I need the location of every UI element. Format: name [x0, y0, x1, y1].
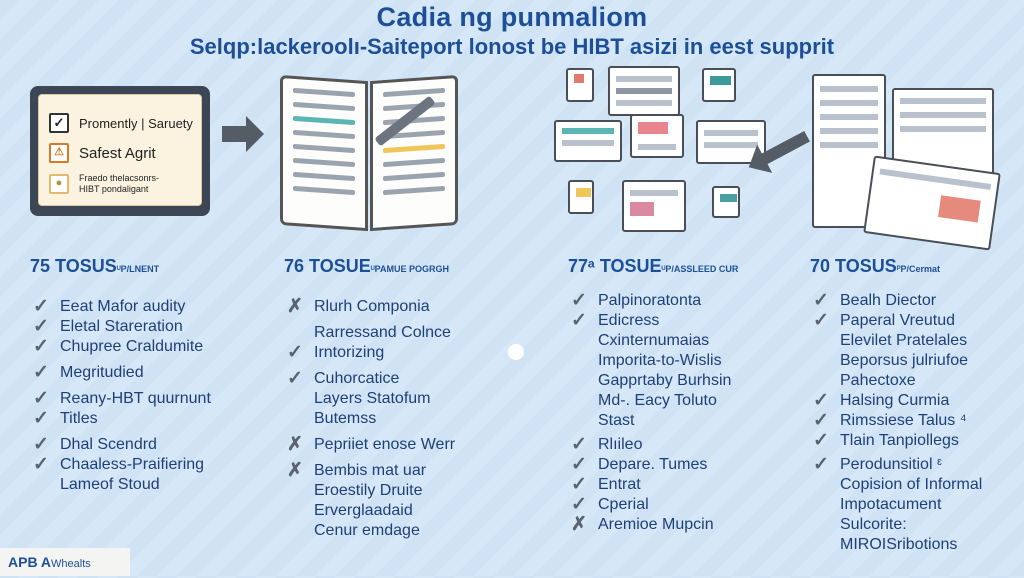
- card-line-3a: Fraedo thelacsonrs-: [79, 173, 160, 183]
- list-item: Beporsus julriufoe: [840, 352, 969, 369]
- cross-icon: ✗: [287, 460, 303, 481]
- list-item: Cenur emdage: [314, 522, 420, 539]
- list-item: ✓ Edicress: [568, 311, 738, 331]
- check-icon: ✓: [813, 430, 829, 451]
- check-icon: ✓: [813, 310, 829, 331]
- document-icon: [568, 180, 594, 214]
- card-line-2-text: Safest Agrit: [79, 144, 156, 162]
- list-item: ✓ Halsing Curmia: [810, 391, 982, 411]
- book-right-page: [370, 75, 458, 231]
- list-item: ✓ Bealh Diector: [810, 291, 982, 311]
- checklist-card: [30, 86, 210, 216]
- column-4: [810, 256, 982, 555]
- column-2-heading: 76 TOSUEᵁPAMUE POGRGH: [284, 256, 449, 276]
- list-item: ✗ Rlurh Componia: [284, 297, 455, 317]
- document-icon: [863, 155, 1001, 250]
- cross-icon: ✗: [287, 296, 303, 317]
- check-icon: ✓: [33, 362, 49, 383]
- list-item: Impotacument: [840, 496, 942, 513]
- check-icon: ✓: [813, 290, 829, 311]
- check-icon: ✓: [571, 474, 587, 495]
- list-item: ✓ Reany-HBT quurnunt: [30, 389, 211, 409]
- warning-icon: ⚠: [49, 143, 69, 163]
- list-item: Layers Statofum: [314, 390, 431, 407]
- list-item: ✓ Eeat Mafor audity: [30, 297, 211, 317]
- list-item: ✓ Tlain Tanpiollegs: [810, 431, 982, 451]
- pointer-dot: [508, 344, 524, 360]
- lock-icon: ●: [49, 174, 69, 194]
- open-book-illustration: [280, 78, 460, 238]
- list-item: Gapprtaby Burhsin: [598, 372, 732, 389]
- list-item: Elevilet Pratelales: [840, 332, 968, 349]
- check-icon: ✓: [33, 296, 49, 317]
- list-item: Lameof Stoud: [60, 476, 160, 493]
- list-item: ✓ Chaaless-Praifiering: [30, 455, 211, 475]
- column-1-list: [30, 297, 211, 495]
- book-left-page: [280, 75, 368, 231]
- document-icon: [630, 114, 684, 158]
- page-title: Cadia ng punmaliom: [376, 2, 648, 32]
- arrow-right-icon: [222, 126, 248, 142]
- column-3-list: [568, 291, 738, 535]
- page-subtitle: Selqp:lackeroolı-Saiteport lonost be HIBT asizi in eest supprit: [189, 34, 835, 59]
- column-1: [30, 256, 211, 495]
- check-icon: ✓: [33, 434, 49, 455]
- document-icon: [566, 68, 594, 102]
- column-3: [568, 256, 738, 535]
- column-1-heading: 75 TOSUSᵁP/LNENT: [30, 256, 160, 276]
- list-item: ✗ Aremioe Mupcin: [568, 515, 738, 535]
- list-item: ✓ Dhal Scendrd: [30, 435, 211, 455]
- check-icon: ✓: [571, 454, 587, 475]
- check-icon: ✓: [33, 336, 49, 357]
- check-icon: ✓: [571, 494, 587, 515]
- check-icon: ✓: [33, 408, 49, 429]
- check-icon: ✓: [33, 454, 49, 475]
- document-icon: [622, 180, 686, 232]
- list-item: Rarressand Colnce: [314, 324, 451, 341]
- list-item: Imporita-to-Wislis: [598, 352, 722, 369]
- list-item: ✓ Cuhorcatice: [284, 369, 455, 389]
- card-line-2: [49, 143, 156, 163]
- list-item: MIROISribotions: [840, 536, 958, 553]
- list-item: ✓ Perodunsitiol ᵋ: [810, 455, 982, 475]
- card-line-3: [49, 173, 159, 195]
- list-item: Sulcorite:: [840, 516, 907, 533]
- column-4-list: [810, 291, 982, 555]
- list-item: Stast: [598, 412, 635, 429]
- card-line-3b: HIBT pondaligant: [79, 184, 149, 194]
- check-icon: ✓: [33, 316, 49, 337]
- check-icon: ✓: [813, 410, 829, 431]
- card-line-1: [49, 113, 193, 133]
- brand-logo: APB AWhealts: [0, 548, 130, 576]
- document-icon: [702, 68, 736, 102]
- list-item: ✓ Irntorizing: [284, 343, 455, 363]
- list-item: Butemss: [314, 410, 377, 427]
- list-item: ✓ Megritudied: [30, 363, 211, 383]
- card-line-3-text: [79, 173, 159, 195]
- list-item: ✓ Depare. Tumes: [568, 455, 738, 475]
- checkbox-icon: ✓: [49, 113, 69, 133]
- document-icon: [608, 66, 680, 116]
- list-item: ✓ Cperial: [568, 495, 738, 515]
- cross-icon: ✗: [287, 434, 303, 455]
- document-icon: [554, 120, 622, 162]
- document-icon: [712, 186, 740, 218]
- list-item: Copision of Informal: [840, 476, 983, 493]
- check-icon: ✓: [287, 342, 303, 363]
- list-item: Cxinternumaias: [598, 332, 710, 349]
- check-icon: ✓: [571, 290, 587, 311]
- check-icon: ✓: [813, 454, 829, 475]
- card-line-1-text: Promently | Saruety: [79, 115, 193, 131]
- list-item: Eroestily Druite: [314, 482, 423, 499]
- check-icon: ✓: [33, 388, 49, 409]
- column-4-heading: 70 TOSUSᴾP/Cermat: [810, 256, 941, 276]
- check-icon: ✓: [287, 368, 303, 389]
- list-item: ✓ Entrat: [568, 475, 738, 495]
- list-item: Pahectoxe: [840, 372, 916, 389]
- column-3-heading: 77ᵃ TOSUEᵁP/ASSLEED CUR: [568, 256, 739, 276]
- document-stack-illustration: [808, 74, 998, 244]
- list-item: ✓ Rimssiese Talus ⁴: [810, 411, 982, 431]
- column-2: [284, 256, 455, 541]
- list-item: Erverglaadaid: [314, 502, 413, 519]
- list-item: ✓ Rlıileo: [568, 435, 738, 455]
- list-item: ✗ Pepriiet enose Werr: [284, 435, 455, 455]
- check-icon: ✓: [571, 310, 587, 331]
- check-icon: ✓: [571, 434, 587, 455]
- checklist-card-panel: [38, 94, 202, 206]
- list-item: ✓ Titles: [30, 409, 211, 429]
- column-2-list: [284, 297, 455, 541]
- list-item: ✓ Palpinoratonta: [568, 291, 738, 311]
- list-item: ✓ Chupree Craldumite: [30, 337, 211, 357]
- list-item: Md-. Eacy Toluto: [598, 392, 717, 409]
- list-item: ✗ Bembis mat uar: [284, 461, 455, 481]
- cross-icon: ✗: [571, 514, 587, 535]
- list-item: ✓ Eletal Stareration: [30, 317, 211, 337]
- list-item: ✓ Paperal Vreutud: [810, 311, 982, 331]
- check-icon: ✓: [813, 390, 829, 411]
